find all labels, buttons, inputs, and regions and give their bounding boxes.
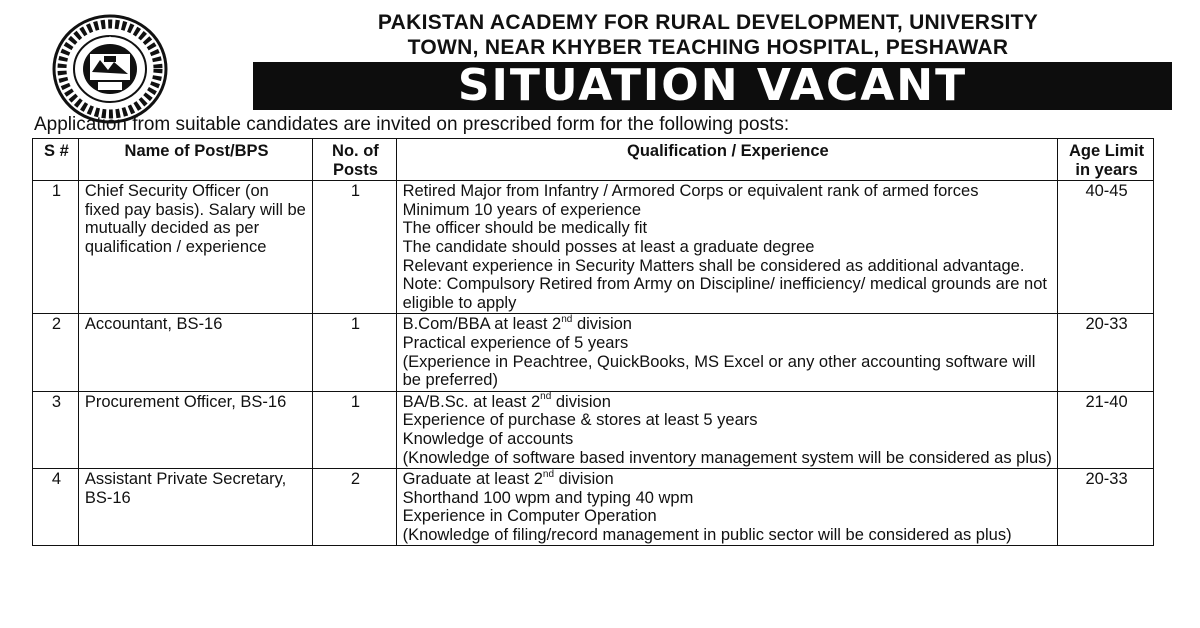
qualification-text: division (554, 470, 614, 489)
age-limit-cell: 20-33 (1058, 314, 1154, 391)
serial-cell: 3 (33, 391, 79, 468)
table-row (33, 314, 1154, 391)
qualification-text: Graduate at least 2 (402, 470, 543, 489)
header-age-limit: Age Limit in years (1058, 139, 1154, 181)
no-of-posts-cell: 1 (313, 181, 396, 314)
qualification-line: Minimum 10 years of experience (402, 200, 642, 219)
qualification-line (403, 393, 1054, 412)
serial-cell: 1 (33, 181, 79, 314)
qualification-line: The officer should be medically fit (402, 219, 648, 238)
qualification-cell (396, 314, 1058, 391)
table-row (33, 469, 1154, 546)
ordinal-suffix: nd (540, 391, 552, 403)
qualification-cell (396, 469, 1058, 546)
no-of-posts-cell: 1 (313, 391, 396, 468)
organization-line-1: PAKISTAN ACADEMY FOR RURAL DEVELOPMENT, UNIVERSITY (377, 11, 1039, 34)
post-name-cell: Accountant, BS-16 (78, 314, 312, 391)
qualification-line: Note: Compulsory Retired from Army on Discipline/ inefficiency/ medical grounds are not eligible to apply (402, 275, 1047, 312)
intro-text: Application from suitable candidates are invited on prescribed form for the following posts: (34, 114, 790, 135)
qualification-line: The candidate should posses at least a graduate degree (402, 237, 815, 256)
table-row (33, 181, 1154, 314)
organization-line-2: TOWN, NEAR KHYBER TEACHING HOSPITAL, PESHAWAR (407, 36, 1009, 59)
academy-seal-icon (52, 14, 168, 124)
qualification-line: (Knowledge of software based inventory management system will be considered as plus) (402, 448, 1052, 467)
post-name-cell: Procurement Officer, BS-16 (78, 391, 312, 468)
age-limit-cell: 21-40 (1058, 391, 1154, 468)
age-limit-cell: 20-33 (1058, 469, 1154, 546)
header-no-of-posts: No. of Posts (313, 139, 396, 181)
situation-vacant-banner: SITUATION VACANT (253, 62, 1172, 110)
qualification-line: (Knowledge of filing/record management in public sector will be considered as plus) (402, 525, 1012, 544)
qualification-cell (396, 181, 1058, 314)
table-header-row (33, 139, 1154, 181)
qualification-text: B.Com/BBA at least 2 (402, 315, 562, 334)
qualification-line: Experience of purchase & stores at least 5 years (402, 411, 758, 430)
qualification-line: Experience in Computer Operation (402, 507, 657, 526)
no-of-posts-cell: 2 (313, 469, 396, 546)
post-name-cell: Chief Security Officer (on fixed pay basis). Salary will be mutually decided as per qualification / experience (78, 181, 312, 314)
header-qualification: Qualification / Experience (396, 139, 1058, 181)
no-of-posts-cell: 1 (313, 314, 396, 391)
posts-table-body (33, 181, 1154, 546)
header-post-name: Name of Post/BPS (78, 139, 312, 181)
qualification-line: (Experience in Peachtree, QuickBooks, MS Excel or any other accounting software will be preferred) (402, 352, 1036, 390)
organization-title (248, 10, 1168, 60)
age-limit-cell: 40-45 (1058, 181, 1154, 314)
qualification-line: Practical experience of 5 years (402, 333, 629, 352)
qualification-line (403, 315, 1054, 334)
qualification-text: division (572, 315, 632, 334)
qualification-line: Retired Major from Infantry / Armored Corps or equivalent rank of armed forces (402, 182, 979, 201)
ordinal-suffix: nd (561, 313, 573, 325)
qualification-line: Shorthand 100 wpm and typing 40 wpm (402, 488, 694, 507)
serial-cell: 4 (33, 469, 79, 546)
serial-cell: 2 (33, 314, 79, 391)
posts-table (32, 138, 1154, 546)
header-serial: S # (33, 139, 79, 181)
qualification-cell (396, 391, 1058, 468)
qualification-text: BA/B.Sc. at least 2 (402, 392, 541, 411)
qualification-line (403, 470, 1054, 489)
qualification-line: Relevant experience in Security Matters shall be considered as additional advantage. (402, 256, 1025, 275)
ordinal-suffix: nd (542, 468, 555, 480)
qualification-line: Knowledge of accounts (402, 429, 574, 448)
qualification-text: division (551, 392, 611, 411)
table-row (33, 391, 1154, 468)
post-name-cell: Assistant Private Secretary, BS-16 (78, 469, 312, 546)
